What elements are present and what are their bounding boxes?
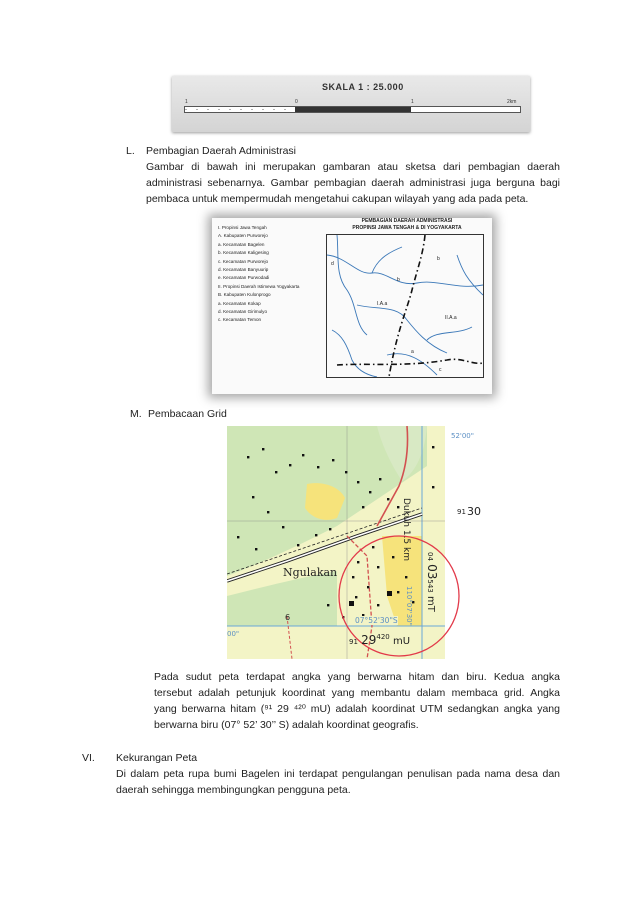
scale-title: SKALA 1 : 25.000: [322, 82, 404, 92]
grid-paragraph-line: yang berwarna hitam (⁹¹ 29 ⁴²⁰ mU) adalah koordinat UTM sedangkan angka yang: [154, 703, 560, 715]
scale-tick: 1: [185, 99, 188, 105]
section-m-marker: M.: [130, 408, 142, 420]
geo-longitude: 110°07'30": [405, 586, 413, 626]
scale-bar-image: [172, 76, 530, 132]
scale-bar: [184, 99, 521, 113]
section-m-heading: Pembacaan Grid: [148, 408, 227, 420]
legend-item: B. Kabupaten Kulonprogo: [218, 292, 271, 298]
utm-northing: 04 03543 mT: [425, 552, 439, 612]
admin-map-frame: [326, 234, 484, 378]
admin-label: d: [331, 261, 334, 267]
grid-paragraph-line: tersebut adalah petunjuk koordinat yang membantu dalam membaca grid. Angka: [154, 687, 560, 699]
section-vi-marker: VI.: [82, 752, 95, 764]
admin-label: b: [397, 277, 400, 283]
section-vi-heading: Kekurangan Peta: [116, 752, 198, 764]
legend-item: I. Propinsi Jawa Tengah: [218, 225, 267, 230]
admin-map-title: [332, 218, 482, 232]
legend-item: b. Kecamatan Kaligesing: [218, 250, 269, 256]
legend-item: e. Kecamatan Purwodadi: [218, 275, 270, 281]
admin-label: a: [411, 349, 414, 355]
grid-paragraph-line: berwarna biru (07° 52’ 30’’ S) adalah koordinat geografis.: [154, 719, 419, 731]
admin-label: b: [437, 256, 440, 262]
legend-item: c. Kecamatan Temon: [218, 317, 262, 323]
section-vi-line: daerah sehingga membingungkan pengguna peta.: [116, 784, 351, 796]
legend-item: d. Kecamatan Banyuurip: [218, 267, 269, 273]
section-l-marker: L.: [126, 145, 135, 157]
legend-item: a. Kecamatan Bagelen: [218, 241, 265, 247]
grid-dukuh-label: Dukuh 1.5 km: [401, 498, 411, 561]
village-name: Ngulakan: [283, 566, 338, 579]
scale-tick: 0: [295, 99, 298, 105]
section-l-line: Gambar di bawah ini merupakan gambaran atau sketsa dari pembagian daerah: [146, 161, 560, 173]
grid-easting-small: 91: [457, 508, 466, 516]
grid-paragraph-line: Pada sudut peta terdapat angka yang berwarna hitam dan biru. Kedua angka: [154, 671, 560, 683]
admin-map-title-line: PROPINSI JAWA TENGAH & DI YOGYAKARTA: [352, 225, 462, 231]
legend-item: c. Kecamatan Purworejo: [218, 258, 269, 264]
legend-item: d. Kecamatan Girimulyo: [218, 309, 268, 315]
scale-tick: 2km: [507, 99, 517, 105]
geo-latitude: 07°52'30"S: [355, 616, 398, 625]
admin-map-title-line: PEMBAGIAN DAERAH ADMINISTRASI: [361, 218, 453, 224]
legend-item: a. Kecamatan Kokap: [218, 300, 261, 306]
grid-top-coord: 52'00": [451, 432, 474, 440]
section-l-heading: Pembagian Daerah Administrasi: [146, 145, 296, 157]
admin-label: II.A.a: [445, 315, 457, 321]
section-l-line: pembaca untuk mempermudah mengetahui cakupan wilayah yang ada pada peta.: [146, 193, 529, 205]
admin-label: c: [439, 367, 442, 373]
admin-map-legend: [218, 224, 323, 325]
scale-tick: 1: [411, 99, 414, 105]
admin-label: I.A.a: [377, 301, 388, 307]
grid-map-image: [227, 426, 489, 659]
parcel-number: 6: [285, 613, 291, 622]
admin-map-drawing: [327, 235, 483, 377]
legend-item: II. Propinsi Daerah Istimewa Yogyakarta: [218, 283, 300, 289]
utm-easting: 91 $29^{420}$ mU: [349, 633, 411, 647]
grid-left-coord: 00": [227, 630, 240, 638]
section-l-line: administrasi sebenarnya. Gambar pembagian daerah administrasi juga berguna bagi: [146, 177, 560, 189]
legend-item: A. Kabupaten Purworejo: [218, 233, 268, 239]
grid-easting-big: 30: [467, 505, 481, 518]
section-vi-line: Di dalam peta rupa bumi Bagelen ini terdapat pengulangan penulisan pada nama desa dan: [116, 768, 560, 780]
admin-map-image: [212, 218, 492, 394]
